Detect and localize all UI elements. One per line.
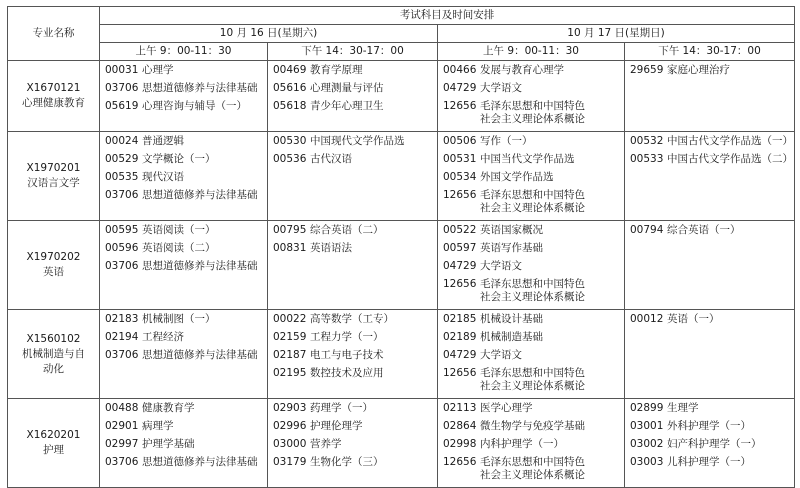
course-item xyxy=(443,331,624,344)
course-item xyxy=(443,135,624,148)
course-name: 毛泽东思想和中国特色社会主义理论体系概论 xyxy=(480,456,585,481)
exam-slot-cell xyxy=(625,310,795,399)
course-name: 健康教育学 xyxy=(142,402,195,414)
course-name: 中国当代文学作品选 xyxy=(480,153,575,165)
course-list xyxy=(268,399,437,469)
course-name: 医学心理学 xyxy=(480,402,533,414)
course-name: 综合英语（一） xyxy=(667,224,741,236)
course-item xyxy=(273,367,437,380)
course-item xyxy=(105,82,267,95)
course-name: 英语（一） xyxy=(667,313,720,325)
course-item xyxy=(630,64,794,77)
course-name: 营养学 xyxy=(310,438,342,450)
course-list xyxy=(625,310,794,326)
major-code: X1970202 xyxy=(26,251,81,263)
course-code: 00795 xyxy=(273,224,307,236)
course-name: 大学语文 xyxy=(480,349,522,361)
course-item xyxy=(443,278,624,304)
course-name: 内科护理学（一） xyxy=(480,438,564,450)
course-item xyxy=(443,242,624,255)
course-code: 00466 xyxy=(443,64,477,76)
course-name: 机械制图（一） xyxy=(142,313,216,325)
major-cell xyxy=(8,61,100,132)
course-code: 00596 xyxy=(105,242,139,254)
exam-schedule-table xyxy=(7,6,795,488)
exam-slot-cell xyxy=(625,132,795,221)
course-code: 03706 xyxy=(105,260,139,272)
course-item xyxy=(443,420,624,433)
course-code: 02113 xyxy=(443,402,477,414)
course-list xyxy=(625,221,794,237)
course-name: 英语国家概况 xyxy=(480,224,543,236)
course-list xyxy=(268,132,437,166)
course-item xyxy=(443,100,624,126)
course-item xyxy=(443,260,624,273)
course-code: 02903 xyxy=(273,402,307,414)
course-list xyxy=(438,399,624,482)
course-item xyxy=(273,153,437,166)
course-item xyxy=(630,313,794,326)
course-name: 药理学（一） xyxy=(310,402,373,414)
exam-slot-cell xyxy=(438,399,625,488)
course-name: 毛泽东思想和中国特色社会主义理论体系概论 xyxy=(480,189,585,214)
course-item xyxy=(105,331,267,344)
course-code: 02864 xyxy=(443,420,477,432)
course-item xyxy=(273,420,437,433)
course-list xyxy=(438,61,624,126)
course-name: 外国文学作品选 xyxy=(480,171,554,183)
course-code: 02998 xyxy=(443,438,477,450)
course-list xyxy=(625,132,794,166)
course-item xyxy=(630,135,794,148)
course-code: 00536 xyxy=(273,153,307,165)
course-name: 心理咨询与辅导（一） xyxy=(142,100,247,112)
course-code: 02189 xyxy=(443,331,477,343)
course-name: 生物化学（三） xyxy=(310,456,384,468)
major-row xyxy=(8,132,795,221)
course-code: 00506 xyxy=(443,135,477,147)
course-item xyxy=(273,402,437,415)
course-item xyxy=(443,402,624,415)
course-name: 思想道德修养与法律基础 xyxy=(142,456,258,468)
course-item xyxy=(273,135,437,148)
course-code: 02996 xyxy=(273,420,307,432)
exam-slot-cell xyxy=(100,61,268,132)
course-item xyxy=(443,171,624,184)
course-code: 02997 xyxy=(105,438,139,450)
course-name: 毛泽东思想和中国特色社会主义理论体系概论 xyxy=(480,367,585,392)
major-row xyxy=(8,221,795,310)
day1-pm-header: 下午 14：30-17：00 xyxy=(268,43,438,61)
course-item xyxy=(443,438,624,451)
course-code: 00533 xyxy=(630,153,664,165)
exam-slot-cell xyxy=(100,399,268,488)
course-name: 毛泽东思想和中国特色社会主义理论体系概论 xyxy=(480,278,585,303)
course-item xyxy=(630,153,794,166)
course-name: 发展与教育心理学 xyxy=(480,64,564,76)
course-name: 大学语文 xyxy=(480,260,522,272)
course-code: 00794 xyxy=(630,224,664,236)
course-name: 大学语文 xyxy=(480,82,522,94)
course-name: 古代汉语 xyxy=(310,153,352,165)
course-code: 00522 xyxy=(443,224,477,236)
course-name: 综合英语（二） xyxy=(310,224,384,236)
course-item xyxy=(273,313,437,326)
course-code: 12656 xyxy=(443,189,477,201)
course-item xyxy=(443,64,624,77)
course-name: 心理学 xyxy=(142,64,174,76)
course-code: 02195 xyxy=(273,367,307,379)
major-cell xyxy=(8,221,100,310)
day1-am-header: 上午 9：00-11：30 xyxy=(100,43,268,61)
course-item xyxy=(443,153,624,166)
course-code: 00597 xyxy=(443,242,477,254)
major-row xyxy=(8,61,795,132)
course-name: 数控技术及应用 xyxy=(310,367,384,379)
major-row xyxy=(8,310,795,399)
course-item xyxy=(105,456,267,469)
major-code: X1620201 xyxy=(26,429,81,441)
course-code: 03706 xyxy=(105,456,139,468)
course-item xyxy=(105,402,267,415)
course-code: 12656 xyxy=(443,100,477,112)
course-name: 英语写作基础 xyxy=(480,242,543,254)
course-item xyxy=(105,420,267,433)
schedule-header: 考试科目及时间安排 xyxy=(100,7,795,25)
course-item xyxy=(443,82,624,95)
major-name: 心理健康教育 xyxy=(22,97,85,109)
major-cell xyxy=(8,310,100,399)
course-item xyxy=(105,171,267,184)
course-code: 03001 xyxy=(630,420,664,432)
major-code: X1670121 xyxy=(26,82,81,94)
course-item xyxy=(105,100,267,113)
course-item xyxy=(273,64,437,77)
course-name: 英语语法 xyxy=(310,242,352,254)
course-code: 00530 xyxy=(273,135,307,147)
course-code: 29659 xyxy=(630,64,664,76)
exam-slot-cell xyxy=(268,61,438,132)
course-name: 儿科护理学（一） xyxy=(667,456,751,468)
day2-am-header: 上午 9：00-11：30 xyxy=(438,43,625,61)
course-item xyxy=(105,64,267,77)
course-item xyxy=(443,313,624,326)
course-name: 微生物学与免疫学基础 xyxy=(480,420,585,432)
course-list xyxy=(100,132,267,202)
course-code: 03179 xyxy=(273,456,307,468)
course-name: 妇产科护理学（一） xyxy=(667,438,762,450)
course-code: 03002 xyxy=(630,438,664,450)
exam-slot-cell xyxy=(438,310,625,399)
course-code: 02194 xyxy=(105,331,139,343)
course-item xyxy=(105,438,267,451)
course-name: 青少年心理卫生 xyxy=(310,100,384,112)
course-name: 家庭心理治疗 xyxy=(667,64,730,76)
course-name: 心理测量与评估 xyxy=(310,82,384,94)
course-item xyxy=(273,349,437,362)
day2-pm-header: 下午 14：30-17：00 xyxy=(625,43,795,61)
course-name: 教育学原理 xyxy=(310,64,363,76)
course-name: 外科护理学（一） xyxy=(667,420,751,432)
course-item xyxy=(443,367,624,393)
course-list xyxy=(100,399,267,469)
course-code: 04729 xyxy=(443,260,477,272)
course-code: 00031 xyxy=(105,64,139,76)
day1-header: 10 月 16 日(星期六) xyxy=(100,25,438,43)
exam-slot-cell xyxy=(268,132,438,221)
course-item xyxy=(273,456,437,469)
course-list xyxy=(438,221,624,304)
course-name: 思想道德修养与法律基础 xyxy=(142,260,258,272)
course-name: 思想道德修养与法律基础 xyxy=(142,349,258,361)
course-code: 03706 xyxy=(105,82,139,94)
course-name: 电工与电子技术 xyxy=(310,349,384,361)
course-list xyxy=(268,310,437,380)
course-item xyxy=(630,224,794,237)
course-item xyxy=(105,242,267,255)
major-name: 机械制造与自动化 xyxy=(22,347,85,375)
course-name: 中国古代文学作品选（二） xyxy=(667,153,793,165)
course-item xyxy=(105,153,267,166)
major-column-header: 专业名称 xyxy=(8,7,100,61)
course-item xyxy=(105,135,267,148)
course-code: 02185 xyxy=(443,313,477,325)
major-name: 护理 xyxy=(43,444,64,456)
course-item xyxy=(630,438,794,451)
course-item xyxy=(443,349,624,362)
course-code: 00534 xyxy=(443,171,477,183)
exam-slot-cell xyxy=(268,399,438,488)
exam-slot-cell xyxy=(100,221,268,310)
major-cell xyxy=(8,399,100,488)
course-name: 病理学 xyxy=(142,420,174,432)
course-code: 05616 xyxy=(273,82,307,94)
course-code: 03003 xyxy=(630,456,664,468)
course-item xyxy=(630,456,794,469)
course-code: 02183 xyxy=(105,313,139,325)
course-item xyxy=(105,189,267,202)
course-item xyxy=(273,100,437,113)
course-code: 00535 xyxy=(105,171,139,183)
course-code: 05618 xyxy=(273,100,307,112)
course-code: 00022 xyxy=(273,313,307,325)
course-name: 生理学 xyxy=(667,402,699,414)
course-code: 00595 xyxy=(105,224,139,236)
course-name: 思想道德修养与法律基础 xyxy=(142,189,258,201)
course-item xyxy=(273,82,437,95)
course-item xyxy=(443,456,624,482)
course-code: 12656 xyxy=(443,456,477,468)
exam-slot-cell xyxy=(268,221,438,310)
major-row xyxy=(8,399,795,488)
course-name: 英语阅读（一） xyxy=(142,224,216,236)
course-code: 00024 xyxy=(105,135,139,147)
exam-slot-cell xyxy=(268,310,438,399)
course-code: 00469 xyxy=(273,64,307,76)
course-name: 护理伦理学 xyxy=(310,420,363,432)
course-item xyxy=(630,420,794,433)
course-code: 04729 xyxy=(443,349,477,361)
course-name: 写作（一） xyxy=(480,135,533,147)
course-code: 03706 xyxy=(105,349,139,361)
course-name: 毛泽东思想和中国特色社会主义理论体系概论 xyxy=(480,100,585,125)
course-code: 05619 xyxy=(105,100,139,112)
course-item xyxy=(105,224,267,237)
course-list xyxy=(100,310,267,362)
day2-header: 10 月 17 日(星期日) xyxy=(438,25,795,43)
exam-slot-cell xyxy=(625,399,795,488)
course-item xyxy=(273,438,437,451)
major-name: 英语 xyxy=(43,266,64,278)
course-item xyxy=(105,349,267,362)
course-name: 机械制造基础 xyxy=(480,331,543,343)
course-code: 02187 xyxy=(273,349,307,361)
course-code: 00532 xyxy=(630,135,664,147)
course-name: 英语阅读（二） xyxy=(142,242,216,254)
course-code: 12656 xyxy=(443,367,477,379)
course-name: 机械设计基础 xyxy=(480,313,543,325)
course-code: 00531 xyxy=(443,153,477,165)
course-list xyxy=(438,132,624,215)
exam-slot-cell xyxy=(625,221,795,310)
exam-slot-cell xyxy=(100,310,268,399)
course-list xyxy=(100,221,267,273)
course-code: 00488 xyxy=(105,402,139,414)
course-item xyxy=(630,402,794,415)
course-code: 03706 xyxy=(105,189,139,201)
course-item xyxy=(443,224,624,237)
course-code: 02901 xyxy=(105,420,139,432)
course-code: 02159 xyxy=(273,331,307,343)
major-name: 汉语言文学 xyxy=(27,177,80,189)
course-item xyxy=(105,313,267,326)
course-list xyxy=(268,221,437,255)
course-code: 02899 xyxy=(630,402,664,414)
course-item xyxy=(273,242,437,255)
major-code: X1970201 xyxy=(26,162,81,174)
course-item xyxy=(443,189,624,215)
course-item xyxy=(273,331,437,344)
course-name: 护理学基础 xyxy=(142,438,195,450)
course-list xyxy=(438,310,624,393)
major-cell xyxy=(8,132,100,221)
course-name: 中国现代文学作品选 xyxy=(310,135,405,147)
course-code: 00012 xyxy=(630,313,664,325)
course-name: 高等数学（工专） xyxy=(310,313,394,325)
course-code: 00831 xyxy=(273,242,307,254)
course-name: 中国古代文学作品选（一） xyxy=(667,135,793,147)
course-name: 文学概论（一） xyxy=(142,153,216,165)
course-list xyxy=(100,61,267,113)
exam-slot-cell xyxy=(438,132,625,221)
course-name: 现代汉语 xyxy=(142,171,184,183)
course-list xyxy=(268,61,437,113)
course-name: 思想道德修养与法律基础 xyxy=(142,82,258,94)
course-name: 普通逻辑 xyxy=(142,135,184,147)
exam-slot-cell xyxy=(100,132,268,221)
schedule-body xyxy=(8,61,795,488)
course-item xyxy=(273,224,437,237)
course-code: 00529 xyxy=(105,153,139,165)
course-code: 12656 xyxy=(443,278,477,290)
course-name: 工程经济 xyxy=(142,331,184,343)
major-code: X1560102 xyxy=(26,332,81,345)
course-list xyxy=(625,61,794,77)
course-list xyxy=(625,399,794,469)
exam-slot-cell xyxy=(625,61,795,132)
course-name: 工程力学（一） xyxy=(310,331,384,343)
exam-slot-cell xyxy=(438,221,625,310)
course-item xyxy=(105,260,267,273)
exam-slot-cell xyxy=(438,61,625,132)
course-code: 03000 xyxy=(273,438,307,450)
course-code: 04729 xyxy=(443,82,477,94)
